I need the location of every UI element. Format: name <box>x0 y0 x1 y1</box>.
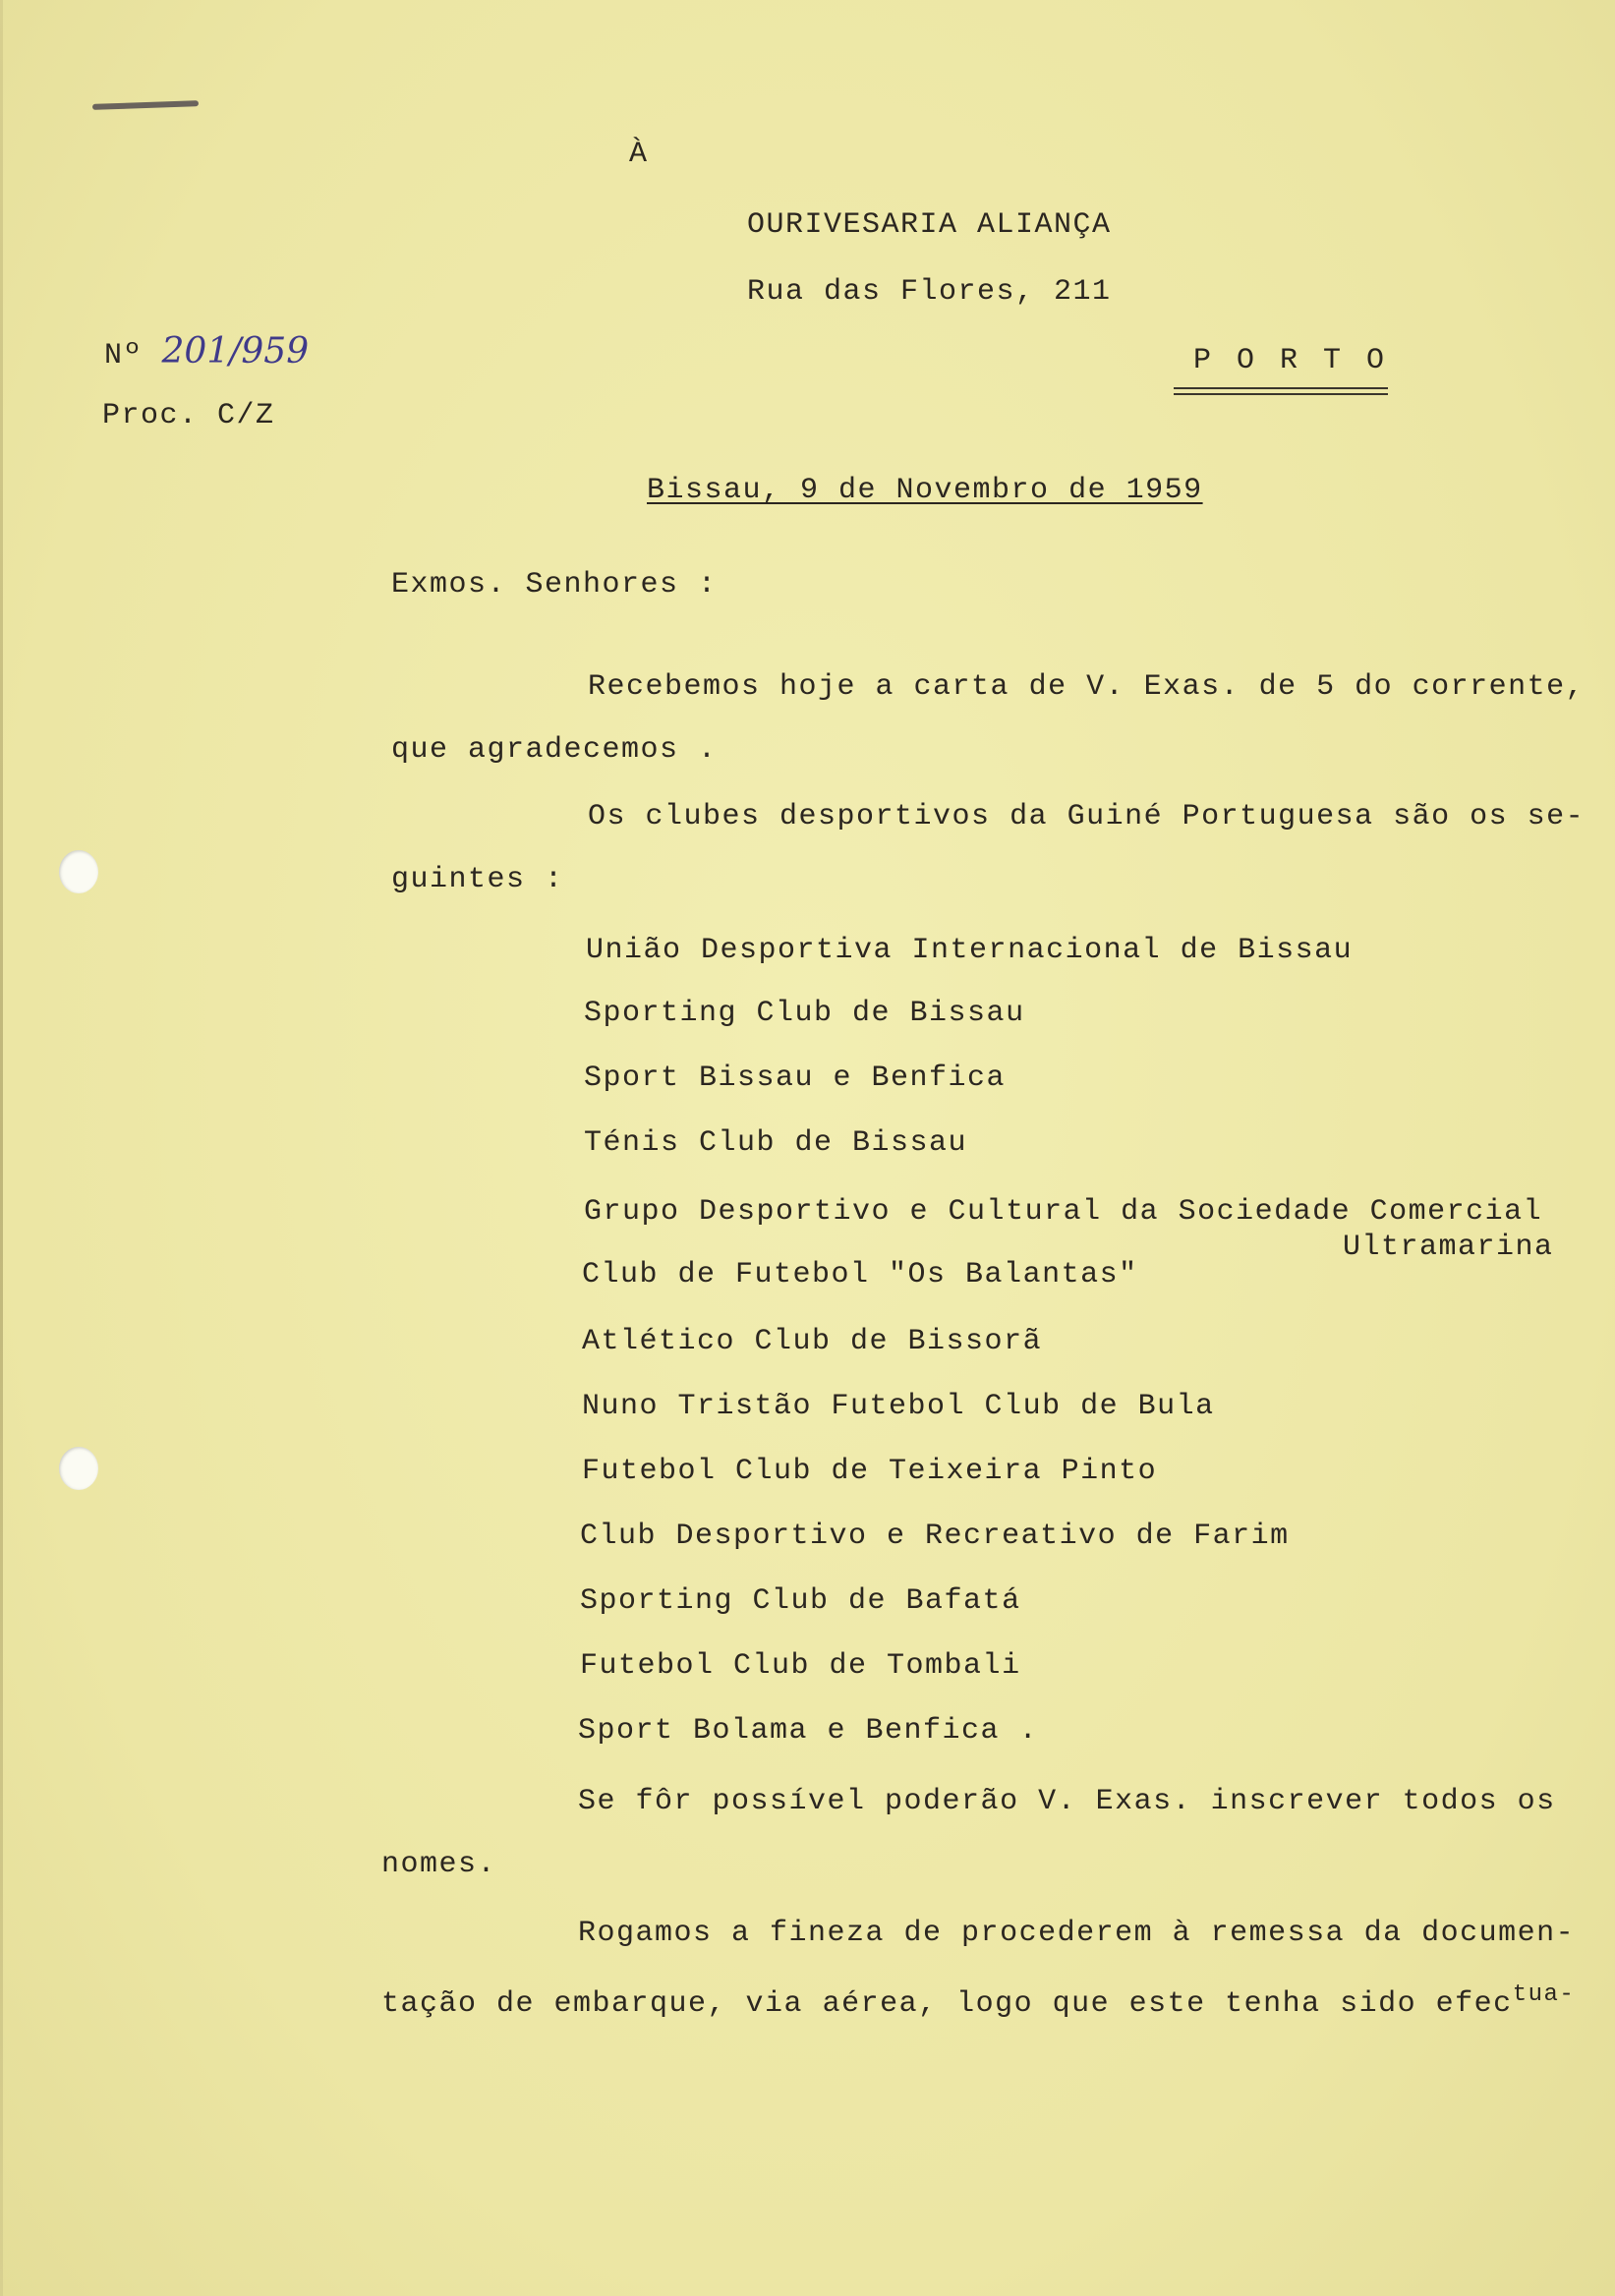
club-item: Futebol Club de Tombali <box>580 1649 1021 1683</box>
recipient-city: P O R T O <box>1193 344 1389 377</box>
paragraph-3-line-2: nomes. <box>381 1848 497 1881</box>
page-edge-shadow <box>0 0 3 2296</box>
paragraph-4-line-1: Rogamos a fineza de procederem à remessa da documen- <box>578 1917 1576 1950</box>
club-item-continuation: Ultramarina <box>1343 1231 1554 1264</box>
club-item: União Desportiva Internacional de Bissau <box>586 934 1354 967</box>
city-double-underline <box>1174 387 1388 395</box>
club-item: Club Desportivo e Recreativo de Farim <box>580 1520 1290 1553</box>
reference-number-year: /959 <box>229 331 310 372</box>
club-item: Atlético Club de Bissorã <box>582 1325 1043 1358</box>
club-item: Ténis Club de Bissau <box>584 1126 968 1160</box>
paragraph-4-line-2-superscript: tua- <box>1512 1981 1576 2008</box>
reference-number-handwritten: 201 <box>161 331 230 372</box>
club-item: Sporting Club de Bafatá <box>580 1584 1021 1618</box>
paragraph-4-line-2-text: tação de embarque, via aérea, logo que este tenha sido efec <box>381 1987 1513 2021</box>
club-item: Grupo Desportivo e Cultural da Sociedade Comercial <box>584 1195 1543 1229</box>
paragraph-4-line-2 <box>381 1983 1575 2019</box>
recipient-name: OURIVESARIA ALIANÇA <box>747 208 1112 242</box>
club-item: Sporting Club de Bissau <box>584 997 1025 1030</box>
process-reference: Proc. C/Z <box>102 399 275 432</box>
paragraph-1-line-2: que agradecemos . <box>391 733 718 767</box>
reference-number-prefix: Nº <box>104 339 144 373</box>
reference-number <box>104 331 310 373</box>
recipient-street: Rua das Flores, 211 <box>747 275 1112 309</box>
salutation: Exmos. Senhores : <box>391 568 718 602</box>
paragraph-1-line-1: Recebemos hoje a carta de V. Exas. de 5 do corrente, <box>588 670 1586 704</box>
ink-mark <box>92 100 199 110</box>
paragraph-3-line-1: Se fôr possível poderão V. Exas. inscrever todos os <box>578 1785 1556 1818</box>
club-item: Sport Bissau e Benfica <box>584 1062 1007 1095</box>
club-item: Futebol Club de Teixeira Pinto <box>582 1455 1158 1488</box>
accent-mark: À <box>629 138 649 171</box>
paragraph-2-line-1: Os clubes desportivos da Guiné Portuguesa são os se- <box>588 800 1586 833</box>
club-item: Club de Futebol "Os Balantas" <box>582 1258 1138 1292</box>
punch-hole-bottom <box>59 1447 98 1490</box>
paragraph-2-line-2: guintes : <box>391 863 564 896</box>
punch-hole-top <box>59 850 98 893</box>
date-line: Bissau, 9 de Novembro de 1959 <box>647 474 1203 507</box>
club-item: Sport Bolama e Benfica . <box>578 1714 1039 1748</box>
club-item: Nuno Tristão Futebol Club de Bula <box>582 1390 1215 1423</box>
